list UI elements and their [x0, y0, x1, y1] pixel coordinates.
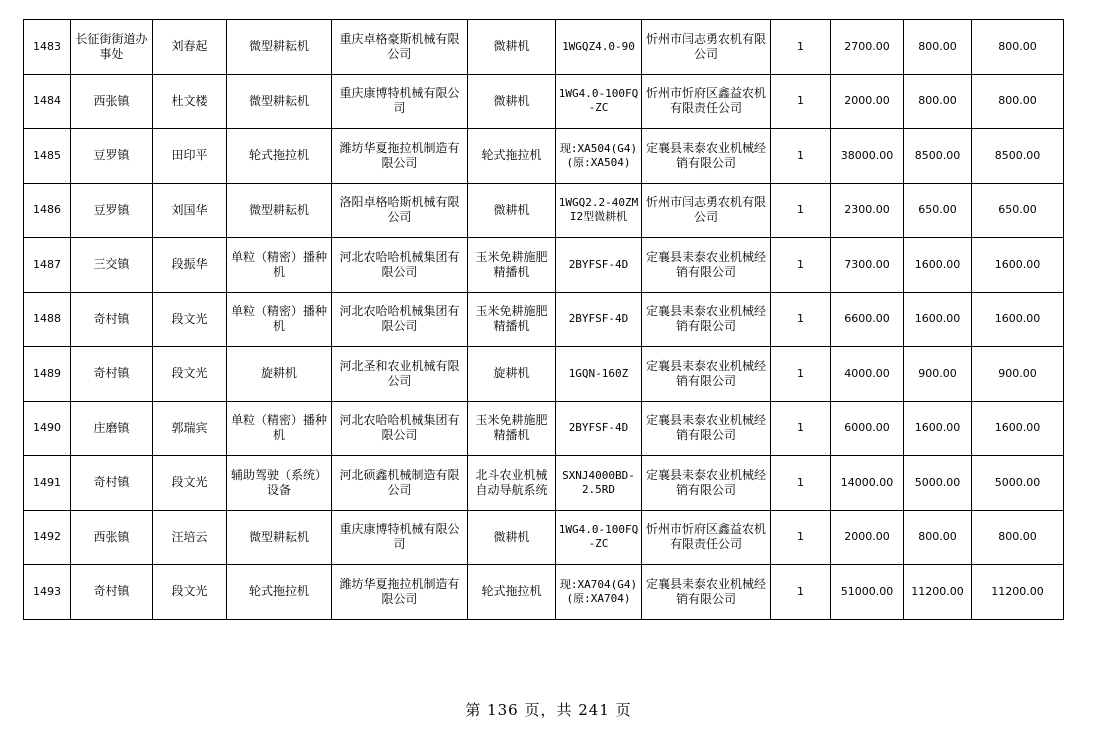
cell-product-name: 微耕机	[468, 74, 556, 129]
cell-town: 奇村镇	[71, 565, 153, 620]
cell-manufacturer: 重庆康博特机械有限公司	[332, 74, 468, 129]
cell-town: 西张镇	[71, 510, 153, 565]
cell-model: SXNJ4000BD-2.5RD	[556, 456, 642, 511]
cell-buyer-name: 刘春起	[153, 20, 227, 75]
cell-product-name: 轮式拖拉机	[468, 565, 556, 620]
cell-machine-category: 单粒（精密）播种机	[227, 401, 332, 456]
table-row	[24, 347, 1064, 402]
cell-dealer: 定襄县耒泰农业机械经销有限公司	[642, 238, 771, 293]
cell-price: 7300.00	[831, 238, 904, 293]
cell-manufacturer: 河北硕鑫机械制造有限公司	[332, 456, 468, 511]
cell-quantity: 1	[771, 183, 831, 238]
cell-dealer: 忻州市忻府区鑫益农机有限责任公司	[642, 510, 771, 565]
table-row	[24, 401, 1064, 456]
cell-subsidy-amount: 11200.00	[904, 565, 972, 620]
cell-product-name: 北斗农业机械自动导航系统	[468, 456, 556, 511]
cell-serial-number: 1492	[24, 510, 71, 565]
cell-machine-category: 微型耕耘机	[227, 20, 332, 75]
cell-subsidy-amount: 5000.00	[904, 456, 972, 511]
cell-dealer: 定襄县耒泰农业机械经销有限公司	[642, 565, 771, 620]
cell-dealer: 定襄县耒泰农业机械经销有限公司	[642, 347, 771, 402]
cell-subsidy-amount: 800.00	[904, 510, 972, 565]
cell-manufacturer: 潍坊华夏拖拉机制造有限公司	[332, 565, 468, 620]
table-row	[24, 74, 1064, 129]
cell-subsidy-amount: 650.00	[904, 183, 972, 238]
cell-manufacturer: 潍坊华夏拖拉机制造有限公司	[332, 129, 468, 184]
cell-town: 奇村镇	[71, 347, 153, 402]
cell-buyer-name: 段文光	[153, 456, 227, 511]
cell-town: 豆罗镇	[71, 183, 153, 238]
cell-buyer-name: 田印平	[153, 129, 227, 184]
cell-buyer-name: 郭瑞宾	[153, 401, 227, 456]
cell-quantity: 1	[771, 401, 831, 456]
cell-price: 6000.00	[831, 401, 904, 456]
cell-manufacturer: 河北农哈哈机械集团有限公司	[332, 292, 468, 347]
cell-town: 长征街街道办事处	[71, 20, 153, 75]
cell-quantity: 1	[771, 456, 831, 511]
cell-town: 豆罗镇	[71, 129, 153, 184]
cell-serial-number: 1489	[24, 347, 71, 402]
cell-machine-category: 微型耕耘机	[227, 183, 332, 238]
cell-dealer: 定襄县耒泰农业机械经销有限公司	[642, 456, 771, 511]
cell-manufacturer: 重庆卓格豪斯机械有限公司	[332, 20, 468, 75]
cell-model: 现:XA704(G4)(原:XA704)	[556, 565, 642, 620]
cell-serial-number: 1490	[24, 401, 71, 456]
cell-quantity: 1	[771, 74, 831, 129]
page-number: 第 136 页，共 241 页	[465, 701, 632, 719]
cell-product-name: 微耕机	[468, 20, 556, 75]
cell-serial-number: 1485	[24, 129, 71, 184]
cell-price: 2300.00	[831, 183, 904, 238]
cell-quantity: 1	[771, 510, 831, 565]
cell-quantity: 1	[771, 20, 831, 75]
cell-subsidy-amount: 800.00	[904, 20, 972, 75]
cell-subsidy-amount: 1600.00	[904, 401, 972, 456]
table-body	[24, 20, 1064, 620]
cell-product-name: 微耕机	[468, 510, 556, 565]
cell-price: 2000.00	[831, 510, 904, 565]
cell-serial-number: 1488	[24, 292, 71, 347]
cell-model: 2BYFSF-4D	[556, 292, 642, 347]
table-row	[24, 20, 1064, 75]
cell-serial-number: 1487	[24, 238, 71, 293]
cell-buyer-name: 段文光	[153, 565, 227, 620]
cell-product-name: 旋耕机	[468, 347, 556, 402]
cell-buyer-name: 段文光	[153, 347, 227, 402]
cell-machine-category: 微型耕耘机	[227, 74, 332, 129]
table-row	[24, 565, 1064, 620]
cell-price: 4000.00	[831, 347, 904, 402]
cell-manufacturer: 重庆康博特机械有限公司	[332, 510, 468, 565]
cell-subsidy-amount: 1600.00	[904, 238, 972, 293]
cell-model: 2BYFSF-4D	[556, 401, 642, 456]
cell-model: 1GQN-160Z	[556, 347, 642, 402]
cell-model: 1WGQZ4.0-90	[556, 20, 642, 75]
cell-serial-number: 1484	[24, 74, 71, 129]
cell-price: 38000.00	[831, 129, 904, 184]
cell-manufacturer: 洛阳卓格哈斯机械有限公司	[332, 183, 468, 238]
cell-dealer: 忻州市闫志勇农机有限公司	[642, 183, 771, 238]
cell-total-subsidy: 650.00	[972, 183, 1064, 238]
cell-quantity: 1	[771, 292, 831, 347]
cell-buyer-name: 杜文楼	[153, 74, 227, 129]
cell-price: 2700.00	[831, 20, 904, 75]
cell-dealer: 忻州市忻府区鑫益农机有限责任公司	[642, 74, 771, 129]
cell-serial-number: 1493	[24, 565, 71, 620]
cell-subsidy-amount: 900.00	[904, 347, 972, 402]
cell-buyer-name: 刘国华	[153, 183, 227, 238]
table-row	[24, 238, 1064, 293]
cell-dealer: 定襄县耒泰农业机械经销有限公司	[642, 129, 771, 184]
table-row	[24, 183, 1064, 238]
cell-manufacturer: 河北农哈哈机械集团有限公司	[332, 238, 468, 293]
cell-machine-category: 微型耕耘机	[227, 510, 332, 565]
cell-machine-category: 旋耕机	[227, 347, 332, 402]
cell-town: 庄磨镇	[71, 401, 153, 456]
cell-model: 1WGQ2.2-40ZMI2型微耕机	[556, 183, 642, 238]
cell-town: 西张镇	[71, 74, 153, 129]
cell-product-name: 玉米免耕施肥精播机	[468, 238, 556, 293]
cell-model: 现:XA504(G4)(原:XA504)	[556, 129, 642, 184]
cell-serial-number: 1491	[24, 456, 71, 511]
cell-total-subsidy: 800.00	[972, 510, 1064, 565]
table-row	[24, 129, 1064, 184]
cell-total-subsidy: 11200.00	[972, 565, 1064, 620]
cell-product-name: 轮式拖拉机	[468, 129, 556, 184]
cell-buyer-name: 汪培云	[153, 510, 227, 565]
cell-quantity: 1	[771, 129, 831, 184]
cell-product-name: 玉米免耕施肥精播机	[468, 292, 556, 347]
cell-dealer: 忻州市闫志勇农机有限公司	[642, 20, 771, 75]
cell-model: 2BYFSF-4D	[556, 238, 642, 293]
cell-manufacturer: 河北圣和农业机械有限公司	[332, 347, 468, 402]
cell-dealer: 定襄县耒泰农业机械经销有限公司	[642, 401, 771, 456]
cell-subsidy-amount: 800.00	[904, 74, 972, 129]
cell-total-subsidy: 800.00	[972, 20, 1064, 75]
cell-product-name: 玉米免耕施肥精播机	[468, 401, 556, 456]
cell-model: 1WG4.0-100FQ-ZC	[556, 74, 642, 129]
cell-price: 2000.00	[831, 74, 904, 129]
cell-total-subsidy: 5000.00	[972, 456, 1064, 511]
cell-quantity: 1	[771, 238, 831, 293]
cell-total-subsidy: 1600.00	[972, 401, 1064, 456]
cell-machine-category: 轮式拖拉机	[227, 129, 332, 184]
cell-product-name: 微耕机	[468, 183, 556, 238]
cell-subsidy-amount: 8500.00	[904, 129, 972, 184]
cell-dealer: 定襄县耒泰农业机械经销有限公司	[642, 292, 771, 347]
cell-price: 14000.00	[831, 456, 904, 511]
cell-model: 1WG4.0-100FQ-ZC	[556, 510, 642, 565]
cell-quantity: 1	[771, 565, 831, 620]
cell-total-subsidy: 800.00	[972, 74, 1064, 129]
cell-quantity: 1	[771, 347, 831, 402]
cell-total-subsidy: 1600.00	[972, 292, 1064, 347]
cell-machine-category: 单粒（精密）播种机	[227, 292, 332, 347]
cell-buyer-name: 段文光	[153, 292, 227, 347]
cell-town: 三交镇	[71, 238, 153, 293]
cell-manufacturer: 河北农哈哈机械集团有限公司	[332, 401, 468, 456]
cell-machine-category: 单粒（精密）播种机	[227, 238, 332, 293]
cell-price: 6600.00	[831, 292, 904, 347]
subsidy-table	[23, 19, 1064, 620]
cell-total-subsidy: 8500.00	[972, 129, 1064, 184]
cell-machine-category: 辅助驾驶（系统）设备	[227, 456, 332, 511]
cell-town: 奇村镇	[71, 456, 153, 511]
cell-serial-number: 1486	[24, 183, 71, 238]
cell-total-subsidy: 1600.00	[972, 238, 1064, 293]
cell-machine-category: 轮式拖拉机	[227, 565, 332, 620]
cell-serial-number: 1483	[24, 20, 71, 75]
cell-subsidy-amount: 1600.00	[904, 292, 972, 347]
cell-total-subsidy: 900.00	[972, 347, 1064, 402]
table-row	[24, 292, 1064, 347]
table-row	[24, 510, 1064, 565]
table-row	[24, 456, 1064, 511]
cell-price: 51000.00	[831, 565, 904, 620]
cell-town: 奇村镇	[71, 292, 153, 347]
cell-buyer-name: 段振华	[153, 238, 227, 293]
